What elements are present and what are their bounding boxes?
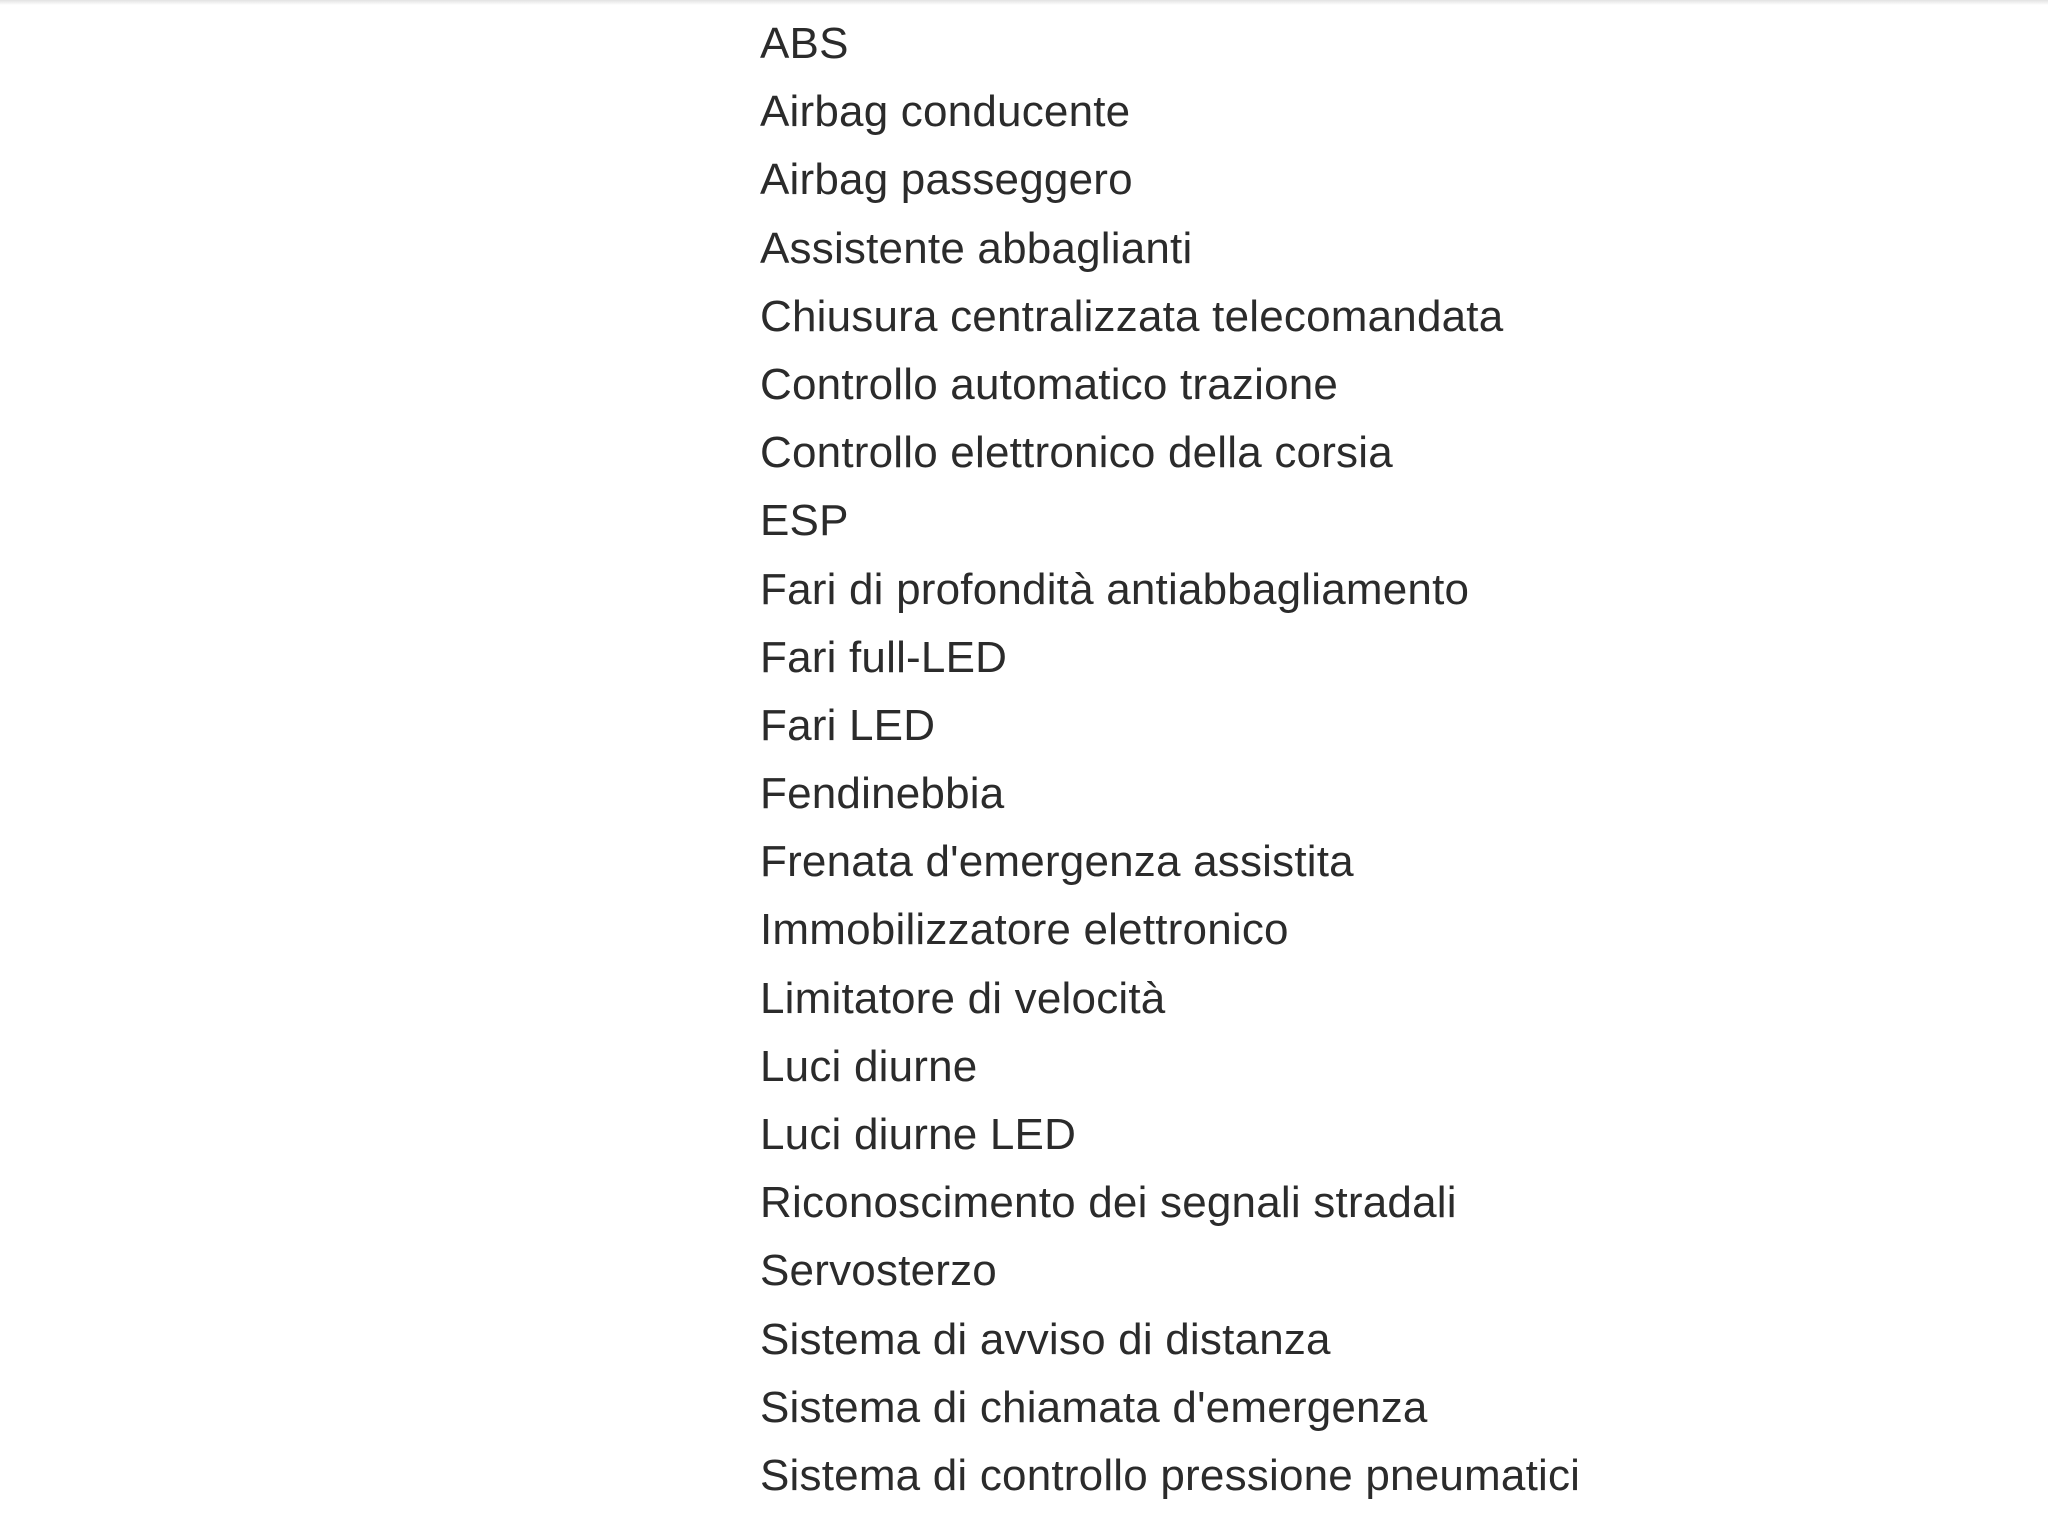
list-item: Airbag conducente (760, 87, 1131, 137)
top-edge-shadow (0, 0, 2048, 5)
list-item: Sistema di controllo pressione pneumatici (760, 1450, 1581, 1500)
list-item: Fendinebbia (760, 769, 1005, 819)
list-item: Luci diurne LED (760, 1110, 1077, 1159)
feature-list (760, 10, 1580, 1510)
list-item: ABS (760, 19, 849, 68)
list-item: Fari LED (760, 700, 936, 750)
list-item: ESP (760, 496, 849, 546)
list-item: Fari di profondità antiabbagliamento (760, 564, 1470, 614)
list-item: Controllo automatico trazione (760, 359, 1339, 409)
list-item: Immobilizzatore elettronico (760, 905, 1289, 955)
list-item: Sistema di avviso di distanza (760, 1314, 1331, 1364)
list-item: Fari full-LED (760, 632, 1008, 682)
list-item: Servosterzo (760, 1246, 997, 1296)
list-item: Assistente abbaglianti (760, 223, 1193, 273)
list-item: Controllo elettronico della corsia (760, 428, 1393, 478)
list-item: Limitatore di velocità (760, 973, 1166, 1023)
list-item: Luci diurne (760, 1041, 978, 1091)
list-item: Riconoscimento dei segnali stradali (760, 1178, 1457, 1228)
list-item: Chiusura centralizzata telecomandata (760, 291, 1504, 341)
list-item: Airbag passeggero (760, 155, 1133, 205)
list-item: Frenata d'emergenza assistita (760, 837, 1354, 887)
list-item: Sistema di chiamata d'emergenza (760, 1382, 1428, 1432)
